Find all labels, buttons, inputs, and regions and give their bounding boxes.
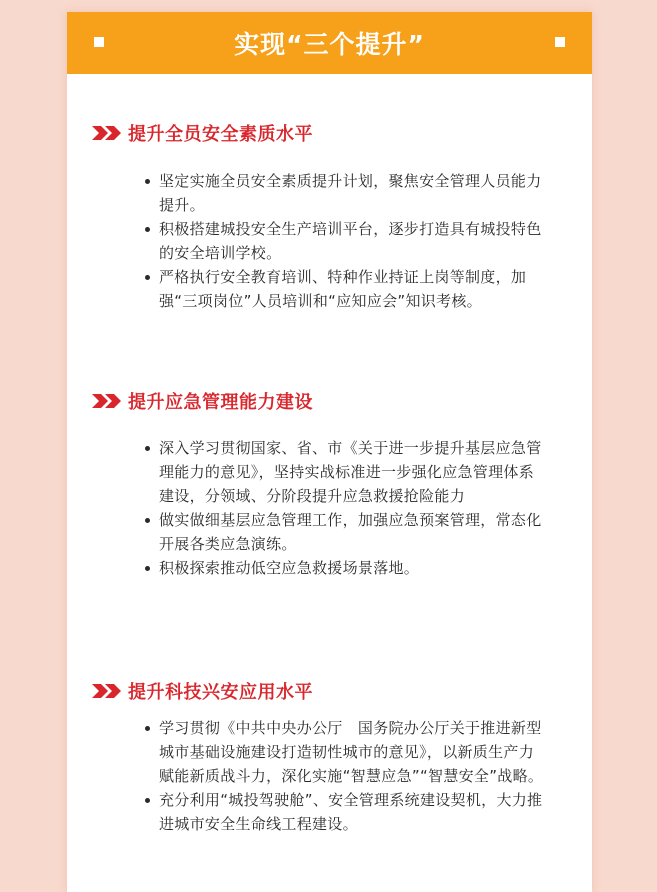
bullet-icon [145, 566, 150, 571]
bullet-icon [145, 726, 150, 731]
section-title: 提升科技兴安应用水平 [128, 682, 313, 703]
section-title: 提升全员安全素质水平 [128, 124, 313, 145]
section-heading [67, 119, 592, 147]
bullet-icon [145, 518, 150, 523]
square-decoration-right [555, 37, 565, 47]
list-item: 严格执行安全教育培训、特种作业持证上岗等制度，加强“三项岗位”人员培训和“应知应会”知识考核。 [145, 265, 545, 313]
arrow-icon [92, 394, 124, 408]
list-item: 学习贯彻《中共中央办公厅 国务院办公厅关于推进新型城市基础设施建设打造韧性城市的意见》，以新质生产力赋能新质战斗力，深化实施“智慧应急”“智慧安全”战略。 [145, 716, 545, 788]
content-card [67, 12, 592, 892]
bullet-icon [145, 275, 150, 280]
section-tech-safety [67, 677, 592, 705]
section-heading [67, 387, 592, 415]
section-emergency-management [67, 387, 592, 415]
bullet-icon [145, 798, 150, 803]
section-2-list [145, 436, 545, 580]
list-item: 做实做细基层应急管理工作，加强应急预案管理，常态化开展各类应急演练。 [145, 508, 545, 556]
list-item: 深入学习贯彻国家、省、市《关于进一步提升基层应急管理能力的意见》，坚持实战标准进一步强化应急管理体系建设，分领域、分阶段提升应急救援抢险能力 [145, 436, 545, 508]
list-item: 充分利用“城投驾驶舱”、安全管理系统建设契机，大力推进城市安全生命线工程建设。 [145, 788, 545, 836]
square-decoration-left [94, 37, 104, 47]
list-item: 坚定实施全员安全素质提升计划，聚焦安全管理人员能力提升。 [145, 169, 545, 217]
section-heading [67, 677, 592, 705]
arrow-icon [92, 684, 124, 698]
section-safety-quality [67, 119, 592, 147]
arrow-icon [92, 126, 124, 140]
section-1-list [145, 169, 545, 313]
list-item: 积极探索推动低空应急救援场景落地。 [145, 556, 545, 580]
bullet-icon [145, 227, 150, 232]
header-banner [67, 12, 592, 74]
section-title: 提升应急管理能力建设 [128, 392, 313, 413]
bullet-icon [145, 179, 150, 184]
page-title: 实现“三个提升” [234, 30, 425, 59]
bullet-icon [145, 446, 150, 451]
section-3-list [145, 716, 545, 836]
list-item: 积极搭建城投安全生产培训平台，逐步打造具有城投特色的安全培训学校。 [145, 217, 545, 265]
